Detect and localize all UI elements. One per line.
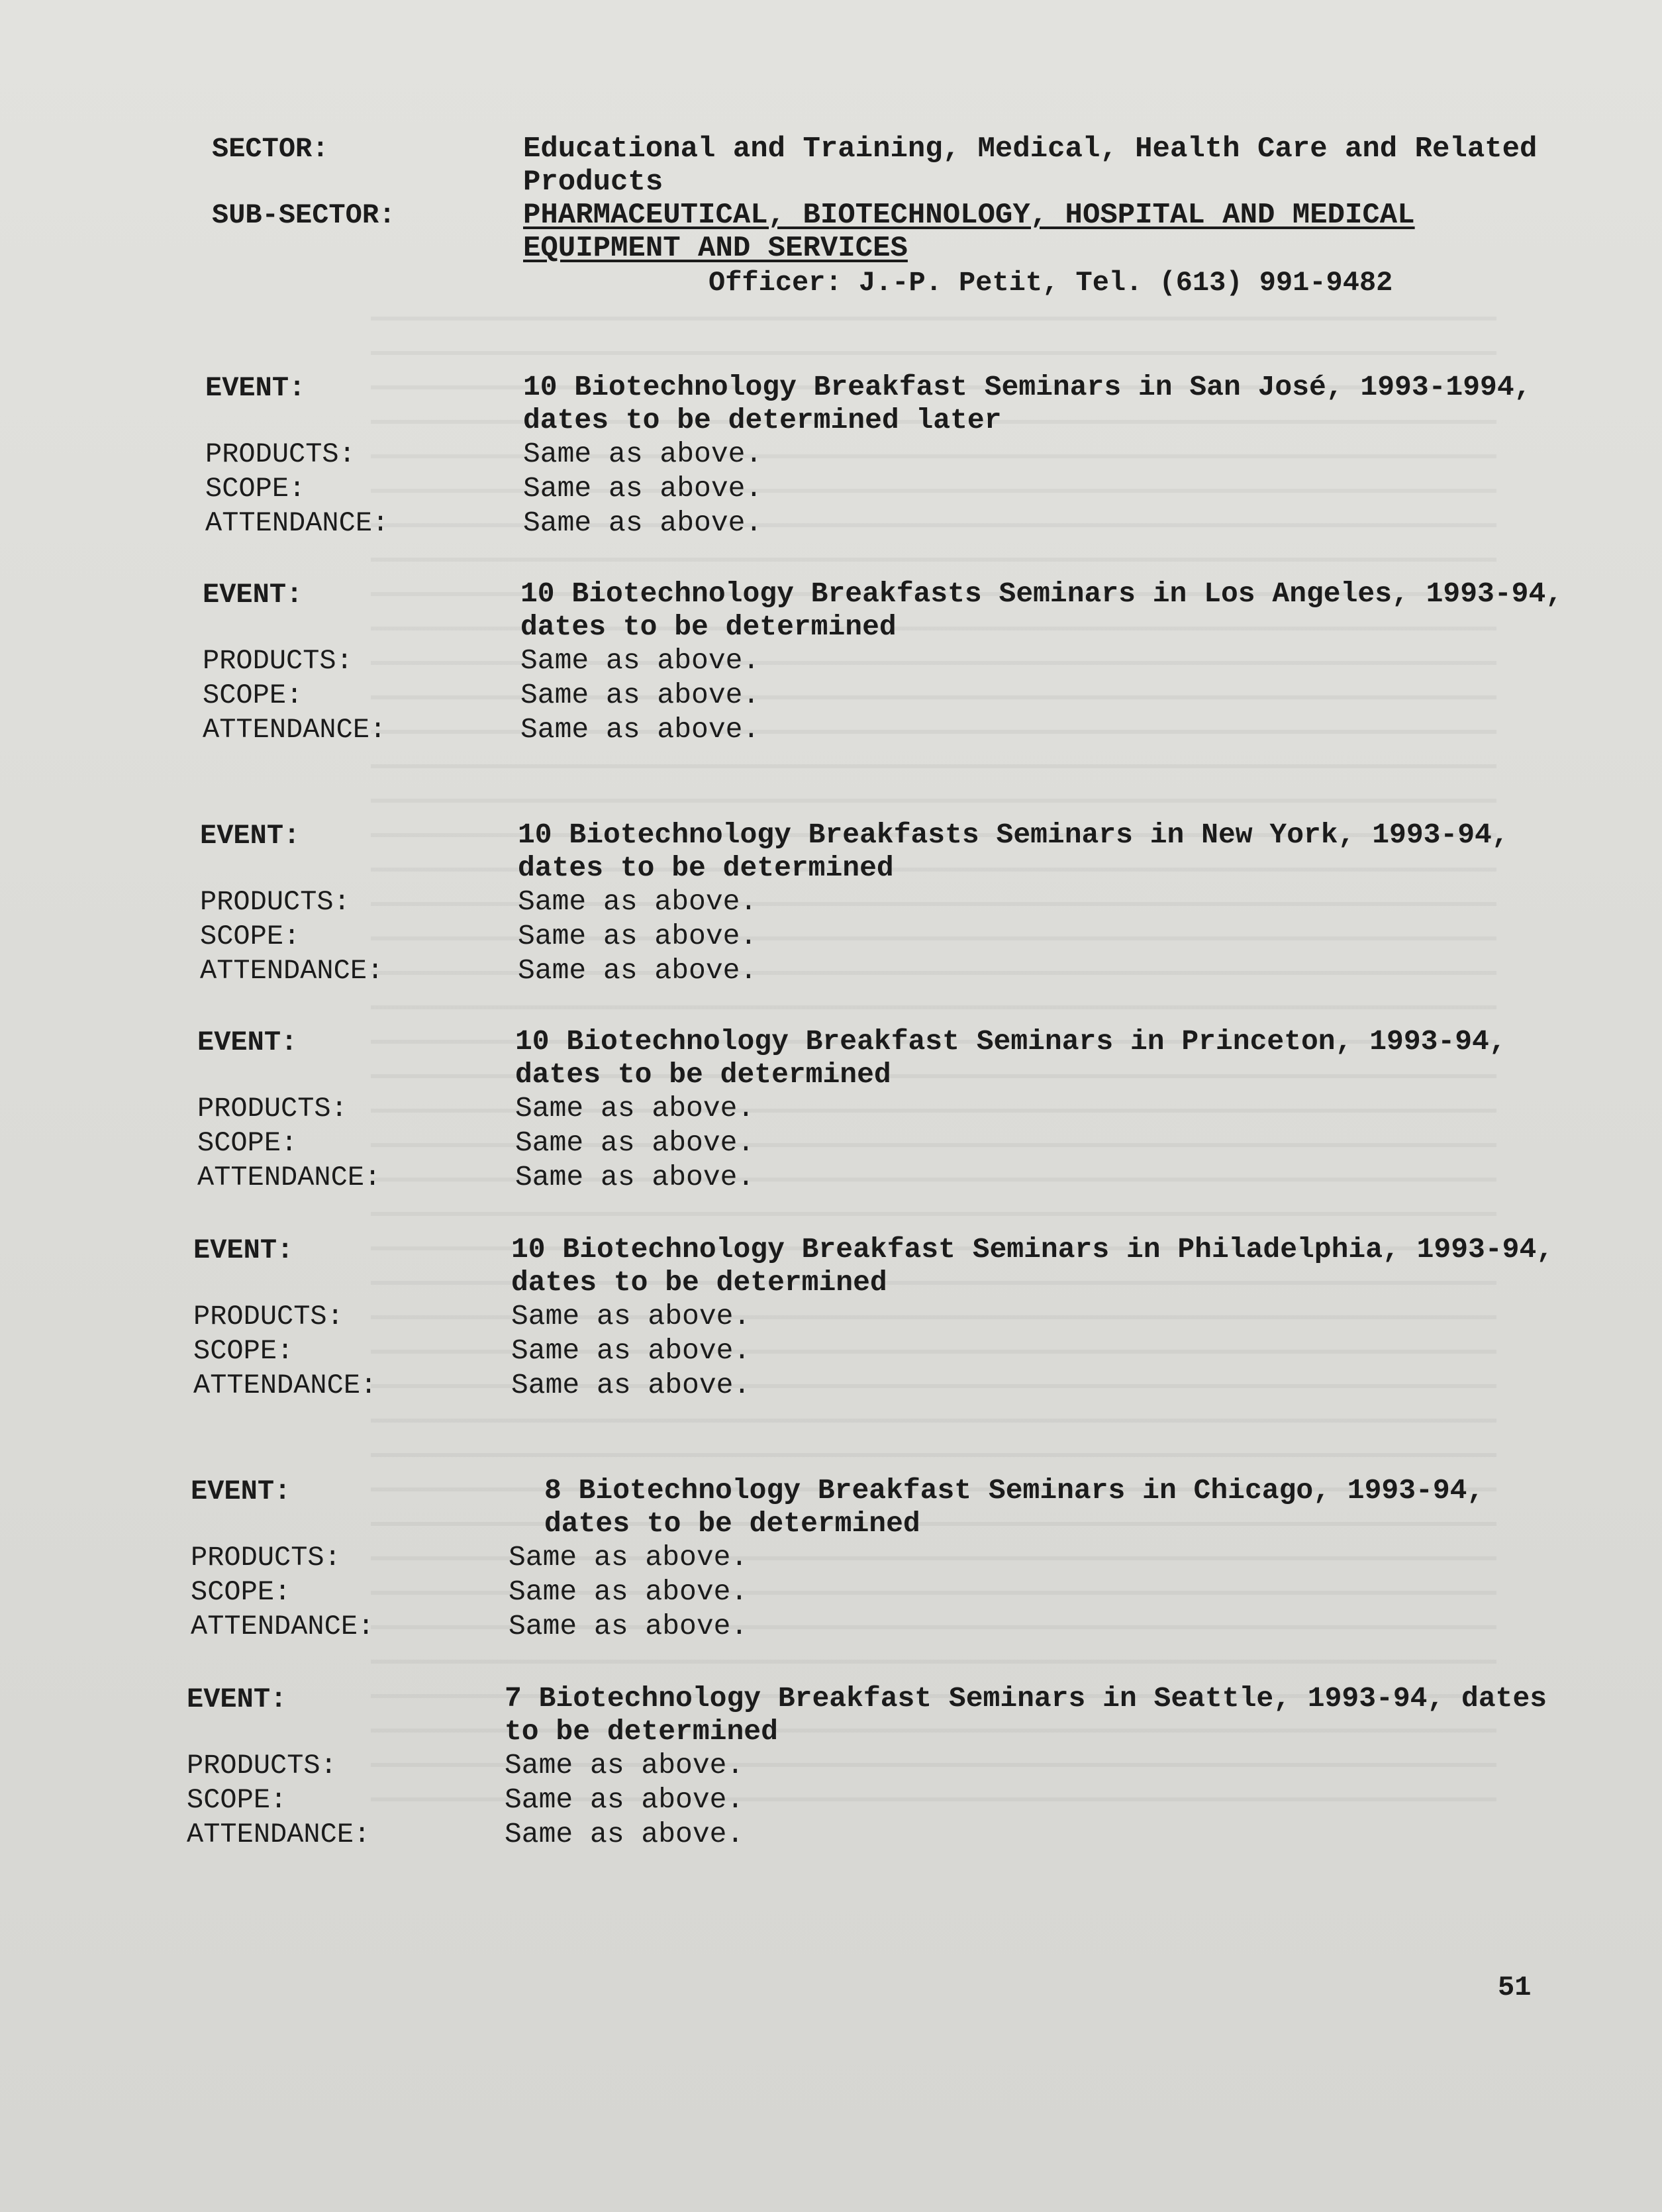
event-block <box>205 371 1596 540</box>
scope-row <box>191 1575 1581 1609</box>
event-row <box>205 371 1596 437</box>
scope-row <box>200 919 1590 954</box>
scope-label: SCOPE: <box>191 1576 291 1608</box>
event-block <box>203 578 1593 747</box>
products-value: Same as above. <box>520 644 760 677</box>
products-row <box>193 1299 1584 1334</box>
products-row <box>187 1748 1577 1783</box>
products-row <box>200 885 1590 919</box>
event-label: EVENT: <box>187 1684 287 1715</box>
scope-value: Same as above. <box>511 1334 751 1367</box>
scope-value: Same as above. <box>505 1784 744 1816</box>
products-value: Same as above. <box>505 1749 744 1782</box>
attendance-label: ATTENDANCE: <box>187 1819 371 1850</box>
attendance-row <box>193 1368 1584 1403</box>
event-block <box>193 1233 1584 1403</box>
scope-value: Same as above. <box>509 1576 748 1608</box>
attendance-value: Same as above. <box>518 954 758 987</box>
products-row <box>191 1540 1581 1575</box>
scope-label: SCOPE: <box>205 473 306 505</box>
event-title: 10 Biotechnology Breakfast Seminars in Princeton, 1993-94, dates to be determined <box>515 1025 1506 1091</box>
products-label: PRODUCTS: <box>203 645 353 677</box>
event-title: 10 Biotechnology Breakfasts Seminars in Los Angeles, 1993-94, dates to be determined <box>520 578 1563 643</box>
products-value: Same as above. <box>518 885 758 918</box>
event-title: 10 Biotechnology Breakfast Seminars in San José, 1993-1994, dates to be determined later <box>523 371 1532 436</box>
page-number: 51 <box>1498 1972 1532 2003</box>
event-label: EVENT: <box>191 1476 291 1507</box>
products-label: PRODUCTS: <box>200 886 350 918</box>
scope-row <box>205 472 1596 506</box>
event-block <box>200 819 1590 988</box>
scope-label: SCOPE: <box>203 679 303 711</box>
event-row <box>191 1474 1581 1540</box>
products-row <box>205 437 1596 472</box>
event-row <box>197 1025 1588 1091</box>
products-value: Same as above. <box>511 1300 751 1332</box>
attendance-label: ATTENDANCE: <box>191 1611 375 1642</box>
attendance-value: Same as above. <box>505 1818 744 1850</box>
attendance-row <box>187 1817 1577 1852</box>
attendance-value: Same as above. <box>509 1610 748 1642</box>
scope-value: Same as above. <box>515 1127 755 1159</box>
event-row <box>200 819 1590 885</box>
event-label: EVENT: <box>205 372 306 404</box>
products-label: PRODUCTS: <box>187 1750 337 1782</box>
officer-contact: Officer: J.-P. Petit, Tel. (613) 991-9482 <box>709 267 1393 299</box>
subsector-row <box>212 199 1576 265</box>
products-label: PRODUCTS: <box>193 1301 344 1332</box>
scope-row <box>193 1334 1584 1368</box>
attendance-row <box>191 1609 1581 1644</box>
scope-value: Same as above. <box>518 920 758 952</box>
sector-header <box>212 132 1576 301</box>
scope-row <box>187 1783 1577 1817</box>
event-row <box>203 578 1593 644</box>
scope-value: Same as above. <box>523 472 763 505</box>
products-value: Same as above. <box>515 1092 755 1125</box>
attendance-value: Same as above. <box>511 1369 751 1401</box>
attendance-label: ATTENDANCE: <box>197 1162 381 1193</box>
attendance-row <box>205 506 1596 540</box>
sector-label: SECTOR: <box>212 133 329 165</box>
scope-value: Same as above. <box>520 679 760 711</box>
event-label: EVENT: <box>197 1027 298 1058</box>
event-label: EVENT: <box>193 1234 294 1266</box>
event-row <box>187 1682 1577 1748</box>
products-value: Same as above. <box>509 1541 748 1574</box>
event-title: 10 Biotechnology Breakfasts Seminars in New York, 1993-94, dates to be determined <box>518 819 1509 884</box>
event-title: 7 Biotechnology Breakfast Seminars in Seattle, 1993-94, dates to be determined <box>505 1682 1547 1748</box>
event-block <box>187 1682 1577 1852</box>
products-value: Same as above. <box>523 438 763 470</box>
products-row <box>203 644 1593 678</box>
attendance-row <box>197 1160 1588 1195</box>
scope-row <box>197 1126 1588 1160</box>
event-title: 8 Biotechnology Breakfast Seminars in Chicago, 1993-94, dates to be determined <box>544 1474 1485 1540</box>
event-block <box>191 1474 1581 1644</box>
attendance-row <box>203 713 1593 747</box>
attendance-label: ATTENDANCE: <box>200 955 384 987</box>
subsector-label: SUB-SECTOR: <box>212 199 396 231</box>
scope-label: SCOPE: <box>187 1784 287 1816</box>
sector-row <box>212 132 1576 199</box>
attendance-label: ATTENDANCE: <box>205 507 389 539</box>
attendance-row <box>200 954 1590 988</box>
attendance-value: Same as above. <box>515 1161 755 1193</box>
attendance-value: Same as above. <box>523 507 763 539</box>
products-label: PRODUCTS: <box>191 1542 341 1574</box>
event-title: 10 Biotechnology Breakfast Seminars in Philadelphia, 1993-94, dates to be determined <box>511 1233 1554 1299</box>
scope-label: SCOPE: <box>197 1127 298 1159</box>
event-row <box>193 1233 1584 1299</box>
event-block <box>197 1025 1588 1195</box>
subsector-value: PHARMACEUTICAL, BIOTECHNOLOGY, HOSPITAL AND MEDICAL EQUIPMENT AND SERVICES <box>523 199 1415 265</box>
sector-value: Educational and Training, Medical, Health Care and Related Products <box>523 132 1538 199</box>
products-label: PRODUCTS: <box>197 1093 348 1125</box>
scope-label: SCOPE: <box>200 921 301 952</box>
event-label: EVENT: <box>203 579 303 611</box>
products-label: PRODUCTS: <box>205 438 356 470</box>
attendance-label: ATTENDANCE: <box>193 1370 377 1401</box>
attendance-value: Same as above. <box>520 713 760 746</box>
event-label: EVENT: <box>200 820 301 852</box>
attendance-label: ATTENDANCE: <box>203 714 387 746</box>
scope-row <box>203 678 1593 713</box>
products-row <box>197 1091 1588 1126</box>
scope-label: SCOPE: <box>193 1335 294 1367</box>
